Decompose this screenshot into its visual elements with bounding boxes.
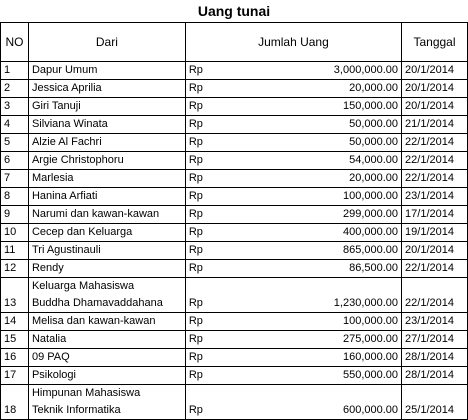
cell-from[interactable]: Jessica Aprilia — [28, 80, 185, 98]
cell-no[interactable]: 2 — [1, 80, 29, 98]
cell-no[interactable]: 9 — [1, 206, 29, 224]
cell-no[interactable]: 8 — [1, 188, 29, 206]
cell-no[interactable]: 6 — [1, 152, 29, 170]
cell-amount[interactable]: 54,000.00 — [221, 152, 401, 170]
cash-table — [0, 22, 468, 420]
cell-currency[interactable]: Rp — [185, 242, 221, 260]
cell-no[interactable]: 13 — [1, 278, 29, 313]
cell-from[interactable]: Psikologi — [28, 367, 185, 385]
cell-amount[interactable]: 20,000.00 — [221, 170, 401, 188]
cell-currency[interactable]: Rp — [185, 188, 221, 206]
cell-no[interactable]: 4 — [1, 116, 29, 134]
cell-date[interactable]: 20/1/2014 — [402, 62, 468, 80]
header-from[interactable]: Dari — [28, 23, 185, 62]
cell-no[interactable]: 16 — [1, 349, 29, 367]
cell-currency[interactable]: Rp — [185, 62, 221, 80]
cell-from[interactable]: Melisa dan kawan-kawan — [28, 313, 185, 331]
table-row — [1, 206, 468, 224]
cell-from[interactable]: Natalia — [28, 331, 185, 349]
cell-no[interactable]: 11 — [1, 242, 29, 260]
table-row — [1, 260, 468, 278]
header-amount[interactable]: Jumlah Uang — [185, 23, 401, 62]
cell-no[interactable]: 18 — [1, 385, 29, 420]
cell-currency[interactable]: Rp — [185, 224, 221, 242]
cell-from[interactable] — [28, 385, 185, 420]
table-row — [1, 152, 468, 170]
header-no[interactable]: NO — [1, 23, 29, 62]
cell-amount[interactable]: 400,000.00 — [221, 224, 401, 242]
cell-from[interactable]: Cecep dan Keluarga — [28, 224, 185, 242]
cell-amount[interactable]: 600,000.00 — [221, 385, 401, 420]
cell-currency[interactable]: Rp — [185, 134, 221, 152]
table-row — [1, 331, 468, 349]
table-row — [1, 278, 468, 313]
cell-currency[interactable]: Rp — [185, 170, 221, 188]
cell-amount[interactable]: 150,000.00 — [221, 98, 401, 116]
cell-currency[interactable]: Rp — [185, 152, 221, 170]
table-row — [1, 385, 468, 420]
cell-from[interactable]: Dapur Umum — [28, 62, 185, 80]
cell-amount[interactable]: 865,000.00 — [221, 242, 401, 260]
cell-from[interactable]: Giri Tanuji — [28, 98, 185, 116]
cell-from[interactable]: Silviana Winata — [28, 116, 185, 134]
table-row — [1, 242, 468, 260]
cell-from[interactable]: Argie Christophoru — [28, 152, 185, 170]
table-row — [1, 134, 468, 152]
cell-date[interactable]: 27/1/2014 — [402, 331, 468, 349]
cell-no[interactable]: 1 — [1, 62, 29, 80]
cell-from[interactable]: Marlesia — [28, 170, 185, 188]
cell-amount[interactable]: 275,000.00 — [221, 331, 401, 349]
cell-no[interactable]: 5 — [1, 134, 29, 152]
cell-amount[interactable]: 100,000.00 — [221, 188, 401, 206]
cell-from[interactable] — [28, 278, 185, 313]
sheet-title: Uang tunai — [197, 3, 271, 19]
cell-from[interactable]: Tri Agustinauli — [28, 242, 185, 260]
cell-amount[interactable]: 3,000,000.00 — [221, 62, 401, 80]
cell-date[interactable]: 20/1/2014 — [402, 242, 468, 260]
cell-date[interactable]: 17/1/2014 — [402, 206, 468, 224]
table-row — [1, 80, 468, 98]
cell-date[interactable]: 22/1/2014 — [402, 260, 468, 278]
cell-currency[interactable]: Rp — [185, 98, 221, 116]
cell-amount[interactable]: 50,000.00 — [221, 134, 401, 152]
cell-from[interactable]: Alzie Al Fachri — [28, 134, 185, 152]
table-row — [1, 367, 468, 385]
cell-no[interactable]: 3 — [1, 98, 29, 116]
cell-amount[interactable]: 20,000.00 — [221, 80, 401, 98]
cell-date[interactable]: 22/1/2014 — [402, 278, 468, 313]
cell-currency[interactable]: Rp — [185, 385, 221, 420]
cell-date[interactable]: 23/1/2014 — [402, 188, 468, 206]
cell-from-line2: Buddha Dhamavaddahana — [31, 297, 163, 309]
cell-no[interactable]: 12 — [1, 260, 29, 278]
table-row — [1, 224, 468, 242]
cell-date[interactable]: 28/1/2014 — [402, 367, 468, 385]
cell-currency[interactable]: Rp — [185, 116, 221, 134]
cell-currency[interactable]: Rp — [185, 260, 221, 278]
header-date[interactable]: Tanggal — [402, 23, 468, 62]
table-row — [1, 170, 468, 188]
cell-from[interactable]: Hanina Arfiati — [28, 188, 185, 206]
cell-from[interactable]: 09 PAQ — [28, 349, 185, 367]
cell-no[interactable]: 14 — [1, 313, 29, 331]
table-row — [1, 116, 468, 134]
table-row — [1, 313, 468, 331]
cell-amount[interactable]: 550,000.00 — [221, 367, 401, 385]
cell-date[interactable]: 22/1/2014 — [402, 134, 468, 152]
table-row — [1, 349, 468, 367]
cell-from[interactable]: Rendy — [28, 260, 185, 278]
cell-no[interactable]: 17 — [1, 367, 29, 385]
cell-currency[interactable]: Rp — [185, 278, 221, 313]
cell-date[interactable]: 20/1/2014 — [402, 98, 468, 116]
cell-date[interactable]: 20/1/2014 — [402, 80, 468, 98]
cell-currency[interactable]: Rp — [185, 206, 221, 224]
cell-date[interactable]: 28/1/2014 — [402, 349, 468, 367]
cell-date[interactable]: 23/1/2014 — [402, 313, 468, 331]
cell-currency[interactable]: Rp — [185, 313, 221, 331]
cell-amount[interactable]: 160,000.00 — [221, 349, 401, 367]
table-row — [1, 188, 468, 206]
header-row — [1, 23, 468, 62]
cell-amount[interactable]: 299,000.00 — [221, 206, 401, 224]
cell-amount[interactable]: 100,000.00 — [221, 313, 401, 331]
cell-currency[interactable]: Rp — [185, 80, 221, 98]
cell-from-line1: Keluarga Mahasiswa — [31, 280, 135, 292]
cell-amount[interactable]: 1,230,000.00 — [221, 278, 401, 313]
cell-no[interactable]: 15 — [1, 331, 29, 349]
cell-date[interactable]: 19/1/2014 — [402, 224, 468, 242]
cell-date[interactable]: 25/1/2014 — [402, 385, 468, 420]
table-row — [1, 98, 468, 116]
cell-amount[interactable]: 50,000.00 — [221, 116, 401, 134]
cell-no[interactable]: 10 — [1, 224, 29, 242]
cell-date[interactable]: 22/1/2014 — [402, 170, 468, 188]
cell-no[interactable]: 7 — [1, 170, 29, 188]
cell-amount[interactable]: 86,500.00 — [221, 260, 401, 278]
table-row — [1, 62, 468, 80]
cell-from-line2: Teknik Informatika — [31, 404, 121, 416]
cell-from[interactable]: Narumi dan kawan-kawan — [28, 206, 185, 224]
cell-date[interactable]: 22/1/2014 — [402, 152, 468, 170]
cell-date[interactable]: 21/1/2014 — [402, 116, 468, 134]
cell-currency[interactable]: Rp — [185, 331, 221, 349]
cell-currency[interactable]: Rp — [185, 349, 221, 367]
cell-from-line1: Himpunan Mahasiswa — [31, 387, 141, 399]
cell-currency[interactable]: Rp — [185, 367, 221, 385]
